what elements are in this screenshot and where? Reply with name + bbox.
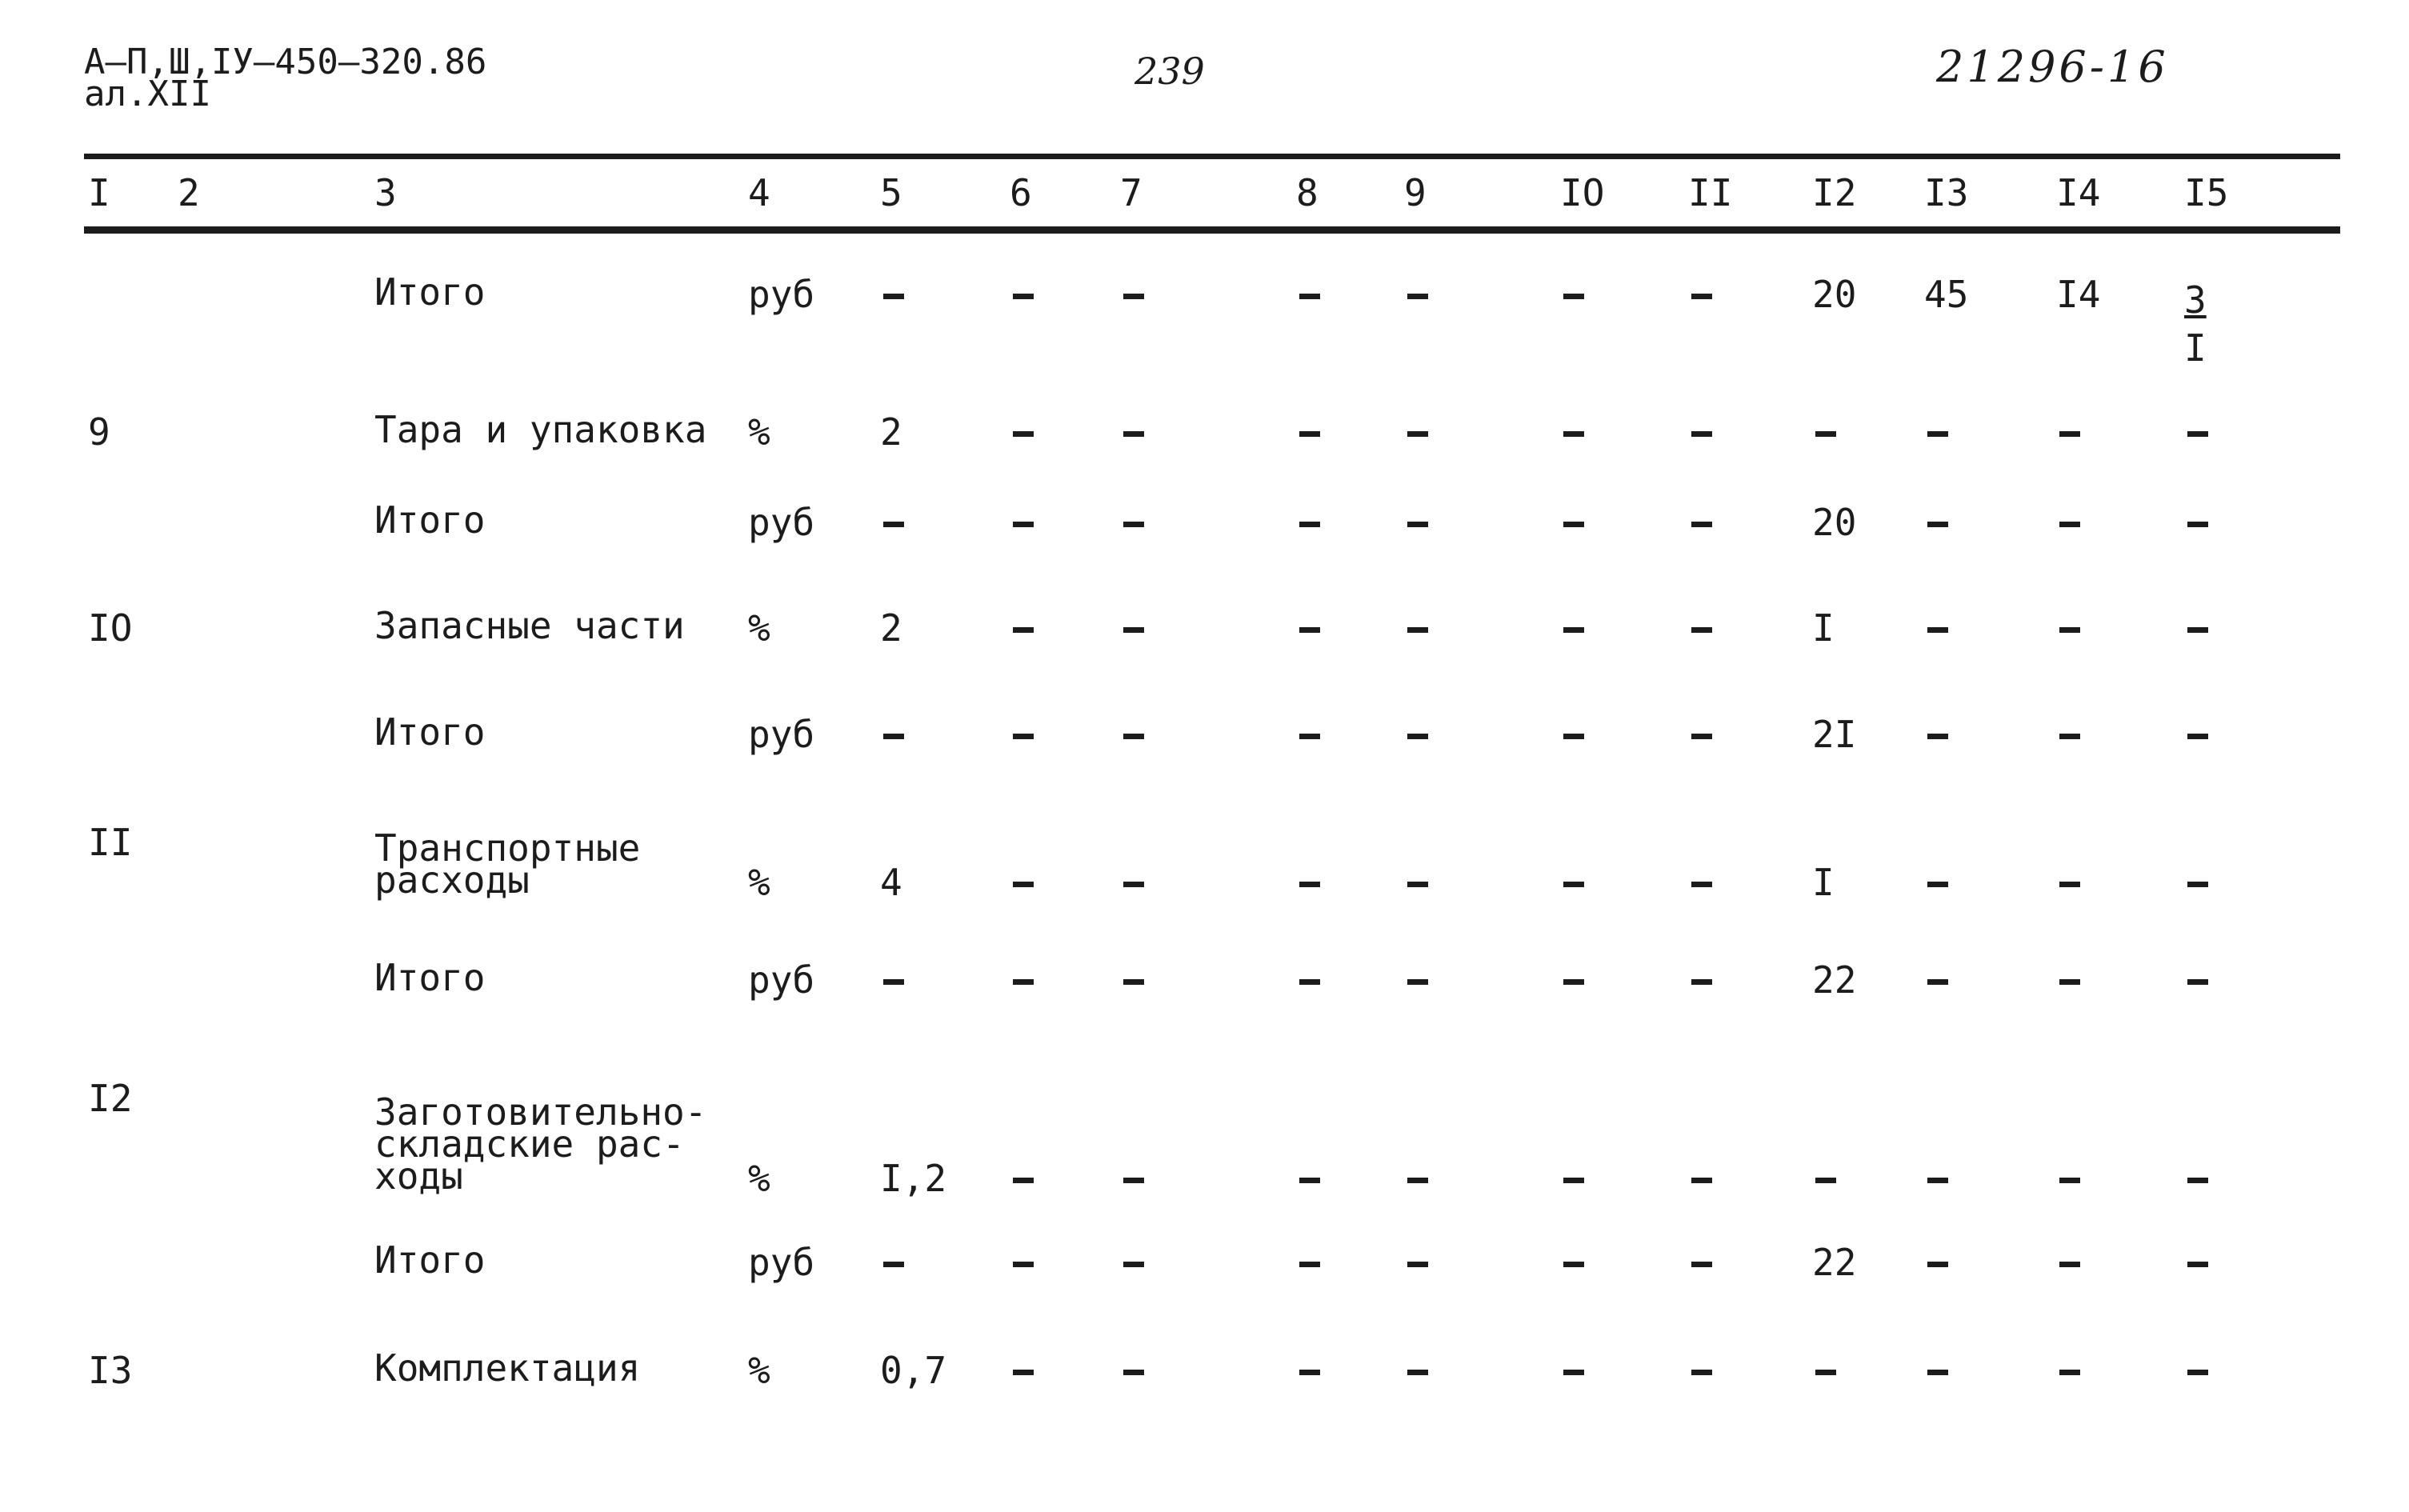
column-number: I [88, 171, 110, 214]
empty-cell-dash [2059, 1178, 2080, 1183]
empty-cell-dash [1407, 882, 1428, 887]
empty-cell-dash [1563, 522, 1584, 527]
empty-cell-dash [1563, 734, 1584, 739]
empty-cell-dash [1407, 1262, 1428, 1267]
empty-cell-dash [1013, 431, 1034, 437]
column-number: I4 [2056, 171, 2101, 214]
empty-cell-dash [1299, 1178, 1320, 1183]
row-number: II [88, 821, 133, 864]
column-number: IO [1560, 171, 1605, 214]
page-number: 239 [1134, 50, 1205, 93]
row-label [374, 498, 486, 542]
empty-cell-dash [2059, 1370, 2080, 1375]
empty-cell-dash [883, 734, 904, 739]
empty-cell-dash [1691, 522, 1712, 527]
empty-cell-dash [1299, 294, 1320, 299]
value-col12: I [1812, 606, 1835, 650]
row-label-line: Тара и упаковка [374, 408, 707, 451]
unit: руб [748, 501, 815, 544]
row-label-line: Итого [374, 498, 486, 542]
empty-cell-dash [1691, 734, 1712, 739]
row-label-line: Комплектация [374, 1346, 641, 1390]
column-number: 2 [178, 171, 200, 214]
empty-cell-dash [1123, 294, 1144, 299]
empty-cell-dash [1407, 627, 1428, 633]
table-row [0, 1238, 2409, 1348]
empty-cell-dash [1407, 522, 1428, 527]
empty-cell-dash [1299, 431, 1320, 437]
row-label [374, 270, 486, 314]
row-label-line: Заготовительно- [374, 1090, 707, 1134]
empty-cell-dash [1563, 431, 1584, 437]
empty-cell-dash [1927, 882, 1948, 887]
empty-cell-dash [2059, 734, 2080, 739]
empty-cell-dash [1013, 1178, 1034, 1183]
empty-cell-dash [1299, 734, 1320, 739]
empty-cell-dash [1563, 1262, 1584, 1267]
row-label-line: Итого [374, 710, 486, 754]
row-number: 9 [88, 410, 110, 454]
empty-cell-dash [1927, 627, 1948, 633]
column-number: I3 [1924, 171, 1969, 214]
empty-cell-dash [2187, 734, 2208, 739]
table-row [0, 710, 2409, 820]
value-col12: 20 [1812, 501, 1857, 544]
empty-cell-dash [1013, 1370, 1034, 1375]
empty-cell-dash [1927, 1370, 1948, 1375]
row-label-line: Итого [374, 956, 486, 999]
empty-cell-dash [1299, 1262, 1320, 1267]
table-top-rule [84, 154, 2340, 159]
value-col12: 22 [1812, 1241, 1857, 1284]
empty-cell-dash [1407, 979, 1428, 985]
empty-cell-dash [1013, 294, 1034, 299]
unit: руб [748, 273, 815, 316]
document-code-line1: А–П,Ш,IУ–450–320.86 [84, 42, 487, 82]
empty-cell-dash [1299, 979, 1320, 985]
empty-cell-dash [883, 979, 904, 985]
empty-cell-dash [2059, 431, 2080, 437]
empty-cell-dash [1927, 734, 1948, 739]
empty-cell-dash [2059, 627, 2080, 633]
empty-cell-dash [2059, 882, 2080, 887]
empty-cell-dash [1691, 294, 1712, 299]
empty-cell-dash [2059, 979, 2080, 985]
column-number: II [1688, 171, 1733, 214]
table-row [0, 821, 2409, 928]
empty-cell-dash [1123, 522, 1144, 527]
document-number: 21296-16 [1936, 42, 2169, 92]
empty-cell-dash [1927, 979, 1948, 985]
value-col5: 2 [880, 606, 902, 650]
empty-cell-dash [1407, 1370, 1428, 1375]
empty-cell-dash [2187, 882, 2208, 887]
row-number: I2 [88, 1077, 133, 1120]
empty-cell-dash [1563, 294, 1584, 299]
empty-cell-dash [2187, 1262, 2208, 1267]
table-row [0, 498, 2409, 608]
value-col5: 2 [880, 410, 902, 454]
empty-cell-dash [1563, 627, 1584, 633]
row-number: I3 [88, 1349, 133, 1392]
table-row [0, 1346, 2409, 1456]
empty-cell-dash [1299, 1370, 1320, 1375]
empty-cell-dash [1123, 431, 1144, 437]
empty-cell-dash [2059, 522, 2080, 527]
empty-cell-dash [1123, 1178, 1144, 1183]
table-row [0, 398, 2409, 502]
row-label [374, 826, 641, 902]
empty-cell-dash [2059, 1262, 2080, 1267]
empty-cell-dash [1299, 522, 1320, 527]
column-number: 3 [374, 171, 397, 214]
column-number: 9 [1404, 171, 1427, 214]
row-number: IO [88, 606, 133, 650]
value-col14: I4 [2056, 273, 2101, 316]
column-number: 7 [1120, 171, 1142, 214]
empty-cell-dash [1927, 431, 1948, 437]
empty-cell-dash [1123, 1370, 1144, 1375]
empty-cell-dash [1123, 1262, 1144, 1267]
value-col13: 45 [1924, 273, 1969, 316]
table-row [0, 956, 2409, 1066]
document-code [84, 42, 487, 114]
empty-cell-dash [1013, 979, 1034, 985]
empty-cell-dash [1691, 882, 1712, 887]
empty-cell-dash [2187, 979, 2208, 985]
unit: % [748, 1157, 770, 1200]
column-number: 6 [1010, 171, 1032, 214]
empty-cell-dash [1927, 1262, 1948, 1267]
row-label-line: Транспортные [374, 826, 641, 870]
row-label [374, 1346, 641, 1390]
empty-cell-dash [1563, 979, 1584, 985]
empty-cell-dash [1563, 1370, 1584, 1375]
unit: руб [748, 958, 815, 1002]
empty-cell-dash [1691, 1178, 1712, 1183]
empty-cell-dash [2187, 522, 2208, 527]
empty-cell-dash [883, 294, 904, 299]
column-number: I5 [2184, 171, 2229, 214]
empty-cell-dash [2187, 431, 2208, 437]
column-number: 5 [880, 171, 902, 214]
empty-cell-dash [1815, 1370, 1836, 1375]
row-label [374, 408, 707, 451]
value-col15-bottom: I [2184, 326, 2207, 370]
value-col15-top: 3 [2184, 278, 2207, 322]
value-col5: 0,7 [880, 1349, 947, 1392]
value-col12: I [1812, 861, 1835, 904]
document-code-line2: ал.XII [84, 74, 211, 114]
value-col5: I,2 [880, 1157, 947, 1200]
value-col5: 4 [880, 861, 902, 904]
empty-cell-dash [1123, 627, 1144, 633]
empty-cell-dash [1407, 294, 1428, 299]
empty-cell-dash [1691, 431, 1712, 437]
value-col12: 22 [1812, 958, 1857, 1002]
table-row [0, 1072, 2409, 1200]
empty-cell-dash [1123, 882, 1144, 887]
empty-cell-dash [2187, 1178, 2208, 1183]
empty-cell-dash [2187, 627, 2208, 633]
unit: % [748, 1349, 770, 1392]
unit: % [748, 861, 770, 904]
empty-cell-dash [883, 1262, 904, 1267]
value-col12: 20 [1812, 273, 1857, 316]
row-label-line: Запасные части [374, 604, 685, 647]
empty-cell-dash [1815, 431, 1836, 437]
unit: % [748, 606, 770, 650]
row-label [374, 604, 685, 647]
empty-cell-dash [1299, 882, 1320, 887]
table-row [0, 270, 2409, 380]
empty-cell-dash [1691, 627, 1712, 633]
empty-cell-dash [1123, 734, 1144, 739]
empty-cell-dash [1927, 1178, 1948, 1183]
empty-cell-dash [1407, 1178, 1428, 1183]
empty-cell-dash [1407, 431, 1428, 437]
value-col12: 2I [1812, 713, 1857, 756]
empty-cell-dash [1691, 1370, 1712, 1375]
empty-cell-dash [1407, 734, 1428, 739]
row-label [374, 710, 486, 754]
empty-cell-dash [1691, 979, 1712, 985]
column-number: 8 [1296, 171, 1319, 214]
column-number: 4 [748, 171, 770, 214]
empty-cell-dash [883, 522, 904, 527]
column-number: I2 [1812, 171, 1857, 214]
empty-cell-dash [1563, 1178, 1584, 1183]
row-label [374, 1238, 486, 1282]
unit: руб [748, 1241, 815, 1284]
table-header-rule [84, 226, 2340, 234]
empty-cell-dash [1691, 1262, 1712, 1267]
row-label-line: Итого [374, 1238, 486, 1282]
row-label-line: ходы [374, 1154, 463, 1198]
empty-cell-dash [1563, 882, 1584, 887]
row-label-line: Итого [374, 270, 486, 314]
row-label [374, 1090, 707, 1198]
empty-cell-dash [1123, 979, 1144, 985]
empty-cell-dash [1299, 627, 1320, 633]
row-label [374, 956, 486, 999]
row-label-line: складские рас- [374, 1122, 685, 1166]
row-label-line: расходы [374, 858, 530, 902]
empty-cell-dash [2187, 1370, 2208, 1375]
unit: % [748, 410, 770, 454]
empty-cell-dash [1013, 734, 1034, 739]
empty-cell-dash [1927, 522, 1948, 527]
empty-cell-dash [1013, 882, 1034, 887]
unit: руб [748, 713, 815, 756]
empty-cell-dash [1013, 1262, 1034, 1267]
empty-cell-dash [1013, 627, 1034, 633]
table-row [0, 604, 2409, 714]
empty-cell-dash [1013, 522, 1034, 527]
value-col15 [2184, 276, 2207, 372]
empty-cell-dash [1815, 1178, 1836, 1183]
